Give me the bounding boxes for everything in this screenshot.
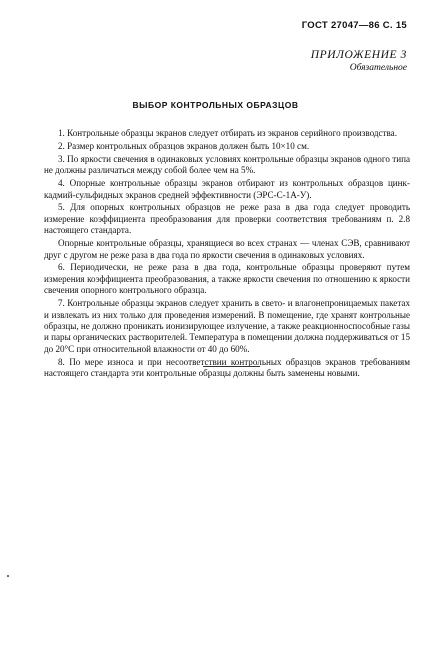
appendix-block [311,49,407,75]
end-rule [203,366,260,367]
paragraph: 3. По яркости свечения в одинаковых условиях контрольные образцы экранов одного типа не должны различаться между собой более чем на 5%. [44,153,410,176]
paragraph: 2. Размер контрольных образцов экранов должен быть 10×10 см. [58,140,310,151]
paragraph: 5. Для опорных контрольных образцов не реже раза в два года следует проводить измерение коэффициента преобразования для проверки соответствия требованиям п. 2.8 настоящего стандарта. [44,202,410,236]
appendix-subtitle: Обязательное [349,63,407,73]
paragraph: 8. По мере износа и при несоответствии контрольных образцов экранов требованиям настоящего стандарта эти контрольные образцы должны быть заменены новыми. [44,356,410,379]
body-text [44,128,410,381]
paragraph: 7. Контрольные образцы экранов следует хранить в свето- и влагонепроницаемых пакетах и извлекать из них только для проведения измерений. В помещение, где хранят контрольные образцы, не должно проникать ионизирующее излучение, а также реакционноспособные газы и пары органических растворителей. Температура в помещении должна поддерживаться от 15 до 20°С при относительной влажности от 40 до 60%. [44,298,410,354]
page-header: ГОСТ 27047—86 С. 15 [301,20,407,31]
paragraph: Опорные контрольные образцы, хранящиеся во всех странах — членах СЭВ, сравнивают друг с другом не реже раза в два года по яркости свечения в одинаковых условиях. [44,238,410,260]
scan-speck [7,575,9,577]
paragraph: 1. Контрольные образцы экранов следует отбирать из экранов серийного производства. [58,128,397,138]
section-title: ВЫБОР КОНТРОЛЬНЫХ ОБРАЗЦОВ [132,100,299,110]
paragraph: 4. Опорные контрольные образцы экранов отбирают из контрольных образцов цинк-кадмий-сульфидных экранов средней эффективности (ЭРС-С-1А-У). [44,178,410,200]
paragraph: 6. Периодически, не реже раза в два года, контрольные образцы проверяют путем измерения коэффициента преобразования, а также яркости свечения по отношению к яркости свечения опорного контрольного образца. [44,262,410,296]
appendix-title: ПРИЛОЖЕНИЕ 3 [310,49,407,61]
